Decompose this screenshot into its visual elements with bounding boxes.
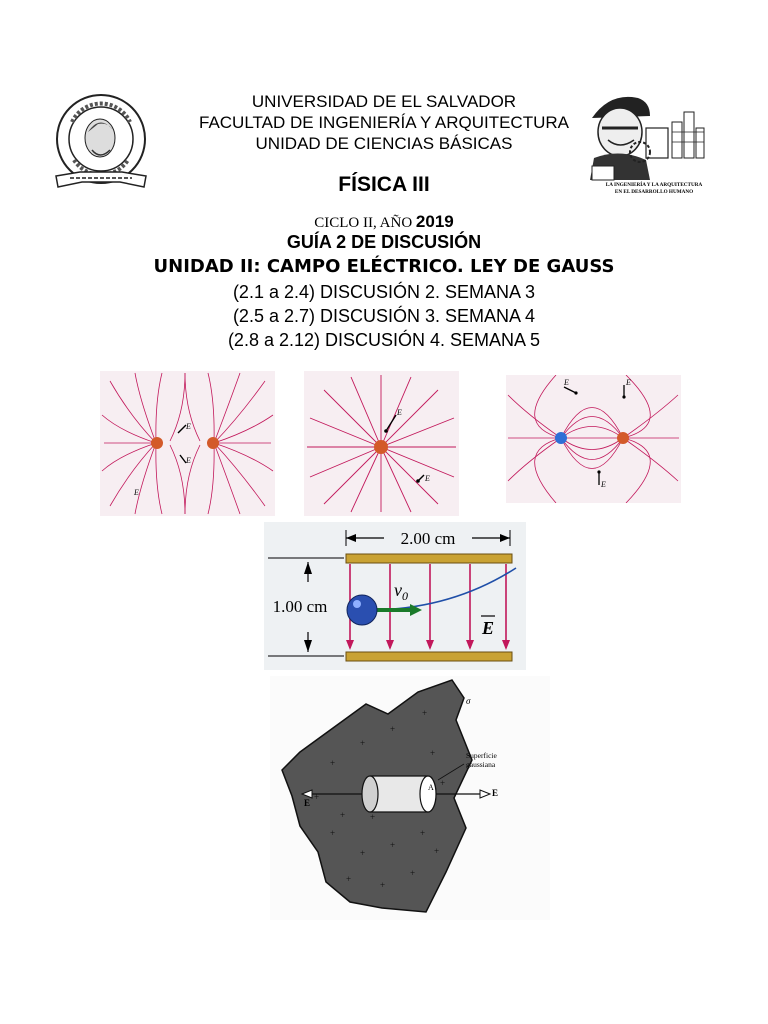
area-label: A: [428, 783, 434, 792]
figure-two-positive-charges: [100, 371, 275, 516]
figure-gaussian-surface: [270, 676, 550, 920]
svg-text:+: +: [440, 778, 446, 788]
svg-text:+: +: [390, 724, 396, 734]
cycle-label: CICLO II, AÑO: [314, 215, 413, 231]
svg-text:+: +: [370, 812, 376, 822]
logo-caption-1: LA INGENIERÍA Y LA ARQUITECTURA: [605, 182, 703, 188]
plate-gap-label: 1.00 cm: [272, 597, 328, 616]
cycle-line: [0, 212, 768, 232]
positive-charge: [374, 440, 388, 454]
discussion-2: (2.5 a 2.7) DISCUSIÓN 3. SEMANA 4: [232, 306, 536, 326]
figure-dipole: [506, 375, 681, 503]
positive-charge: [151, 437, 163, 449]
top-plate: [346, 554, 512, 563]
field-vector-label: E: [134, 488, 139, 497]
svg-text:+: +: [340, 810, 346, 820]
field-vector-label: E: [186, 422, 191, 431]
negative-charge: [555, 432, 567, 444]
electron: [347, 595, 377, 625]
field-vector-label: E: [397, 408, 402, 417]
unit-title: UNIDAD II: CAMPO ELÉCTRICO. LEY DE GAUSS: [153, 256, 615, 277]
figure-parallel-plates: [264, 522, 526, 670]
logo-caption-2: EN EL DESARROLLO HUMANO: [614, 189, 694, 195]
gaussian-cylinder: [362, 776, 378, 812]
discussion-3: (2.8 a 2.12) DISCUSIÓN 4. SEMANA 5: [227, 330, 541, 350]
bottom-plate: [346, 652, 512, 661]
positive-charge: [617, 432, 629, 444]
svg-text:+: +: [430, 748, 436, 758]
svg-text:+: +: [314, 792, 320, 802]
unit-name: UNIDAD DE CIENCIAS BÁSICAS: [255, 134, 513, 153]
field-right-label: E: [492, 788, 499, 798]
svg-text:+: +: [410, 868, 416, 878]
svg-text:+: +: [330, 758, 336, 768]
svg-text:+: +: [434, 846, 440, 856]
svg-text:+: +: [422, 708, 428, 718]
sigma-label: σ: [466, 696, 471, 706]
svg-text:+: +: [420, 828, 426, 838]
svg-text:+: +: [380, 880, 386, 890]
gaussian-surface-label-2: gaussiana: [466, 760, 496, 769]
field-vector-label: E: [601, 480, 606, 489]
field-vector-label: E: [425, 474, 430, 483]
svg-text:+: +: [360, 738, 366, 748]
cycle-year: 2019: [415, 212, 454, 231]
field-vector-label: E: [564, 378, 569, 387]
svg-text:+: +: [330, 828, 336, 838]
guide-title: GUÍA 2 DE DISCUSIÓN: [286, 232, 482, 252]
velocity-label: $v_0$: [394, 580, 408, 603]
field-vector-label: E: [626, 378, 631, 387]
discussion-1: (2.1 a 2.4) DISCUSIÓN 2. SEMANA 3: [232, 282, 536, 302]
positive-charge: [207, 437, 219, 449]
figure-single-charge: [304, 371, 459, 516]
course-title: FÍSICA III: [338, 173, 430, 196]
field-left-label: E: [304, 798, 311, 808]
field-vector-label: E: [186, 456, 191, 465]
field-label: E: [482, 618, 495, 638]
university-name: UNIVERSIDAD DE EL SALVADOR: [251, 92, 517, 111]
plate-width-label: 2.00 cm: [400, 529, 456, 548]
faculty-name: FACULTAD DE INGENIERÍA Y ARQUITECTURA: [199, 113, 569, 132]
svg-text:+: +: [360, 848, 366, 858]
svg-text:+: +: [346, 874, 352, 884]
svg-text:+: +: [390, 840, 396, 850]
gaussian-surface-label-1: Superficie: [466, 751, 497, 760]
